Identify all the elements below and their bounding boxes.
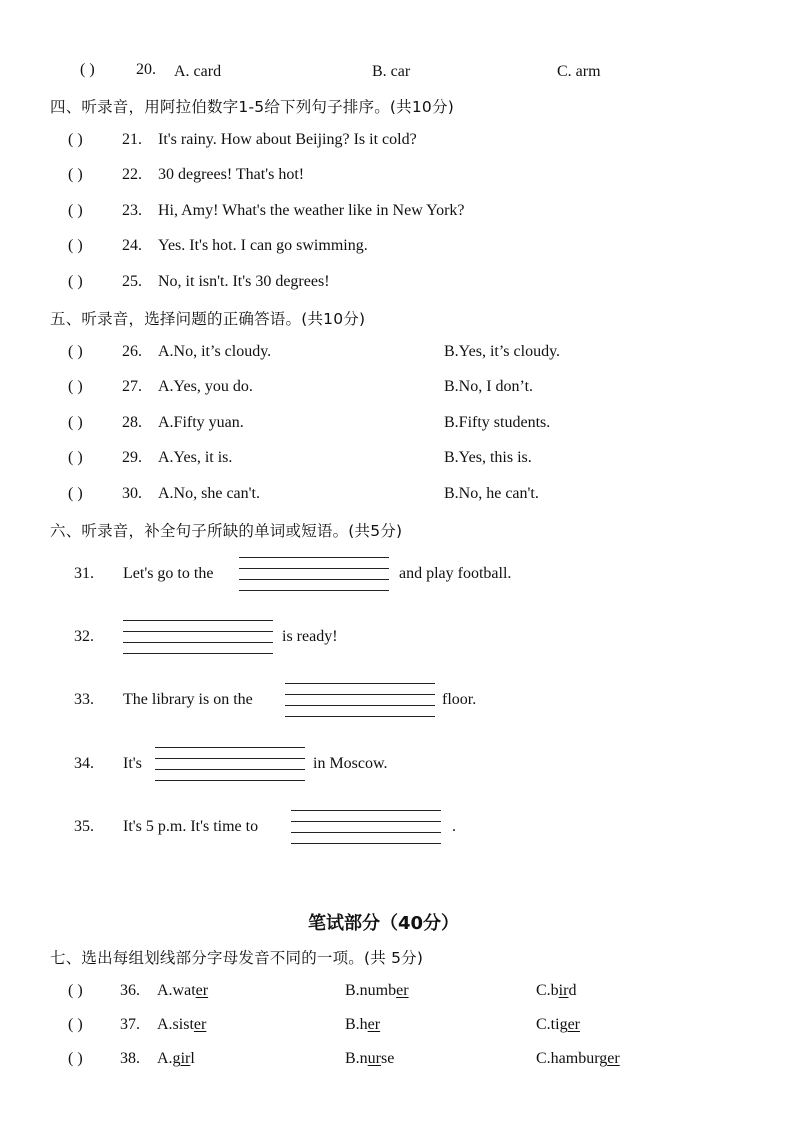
sentence-end: and play football. — [399, 565, 512, 582]
option-a — [157, 1050, 195, 1068]
option-b: B.No, I don’t. — [444, 378, 534, 395]
sentence-item — [68, 202, 465, 220]
question-number: 22. — [122, 166, 142, 183]
sentence-item — [68, 237, 368, 255]
question-20 — [80, 61, 174, 79]
answer-paren[interactable]: ( ) — [68, 166, 83, 183]
option-a: A.No, she can't. — [158, 485, 260, 502]
question-number: 25. — [122, 273, 142, 290]
question-number: 27. — [122, 378, 142, 395]
question-number: 34. — [74, 755, 94, 772]
underlined-letters: ur — [367, 1050, 381, 1067]
answer-paren[interactable]: ( ) — [80, 61, 95, 78]
answer-blank-lines[interactable] — [285, 683, 435, 717]
word-part: A.wat — [157, 982, 196, 999]
answer-paren[interactable]: ( ) — [68, 378, 83, 395]
sentence-text: Hi, Amy! What's the weather like in New York? — [158, 202, 465, 219]
underlined-letters: er — [193, 1016, 207, 1033]
word-part: se — [381, 1050, 395, 1067]
answer-paren[interactable]: ( ) — [68, 237, 83, 254]
answer-blank-lines[interactable] — [155, 747, 305, 781]
word-part: B.n — [345, 1050, 368, 1067]
question-item — [68, 982, 156, 1000]
question-number: 32. — [74, 628, 94, 645]
option-b: B. car — [372, 63, 411, 80]
option-b: B.Yes, this is. — [444, 449, 532, 466]
sentence-text: 30 degrees! That's hot! — [158, 166, 305, 183]
sentence-start: Let's go to the — [123, 565, 214, 582]
question-number: 29. — [122, 449, 142, 466]
option-b: B.Fifty students. — [444, 414, 551, 431]
question-number: 37. — [120, 1016, 140, 1033]
answer-paren[interactable]: ( ) — [68, 1050, 83, 1067]
section-7-heading: 七、选出每组划线部分字母发音不同的一项。(共 5分) — [50, 949, 424, 967]
question-item — [68, 378, 253, 396]
option-b — [345, 1016, 380, 1034]
option-a: A. card — [174, 63, 222, 80]
sentence-item — [68, 273, 330, 291]
sentence-item — [68, 131, 417, 149]
word-part: A.sist — [157, 1016, 194, 1033]
question-number: 21. — [122, 131, 142, 148]
question-item — [68, 485, 260, 503]
option-b — [345, 1050, 394, 1068]
underlined-letters: ir — [558, 982, 569, 999]
option-c — [536, 1050, 620, 1068]
word-part: B.numb — [345, 982, 397, 999]
sentence-item — [68, 166, 304, 184]
option-a — [157, 982, 208, 1000]
question-number: 36. — [120, 982, 140, 999]
question-item — [68, 1016, 156, 1034]
word-part: C.hamburg — [536, 1050, 608, 1067]
underlined-letters: er — [396, 982, 409, 999]
sentence-text: No, it isn't. It's 30 degrees! — [158, 273, 330, 290]
question-item — [68, 343, 271, 361]
option-c — [536, 1016, 580, 1034]
option-c: C. arm — [557, 63, 601, 80]
option-b: B.Yes, it’s cloudy. — [444, 343, 561, 360]
answer-paren[interactable]: ( ) — [68, 202, 83, 219]
section-6-heading: 六、听录音，补全句子所缺的单词或短语。(共5分) — [50, 522, 403, 540]
question-number: 35. — [74, 818, 94, 835]
question-number: 33. — [74, 691, 94, 708]
word-part: C.b — [536, 982, 559, 999]
sentence-text: Yes. It's hot. I can go swimming. — [158, 237, 368, 254]
underlined-letters: ir — [180, 1050, 191, 1067]
answer-paren[interactable]: ( ) — [68, 982, 83, 999]
answer-paren[interactable]: ( ) — [68, 485, 83, 502]
sentence-start: It's 5 p.m. It's time to — [123, 818, 259, 835]
question-item — [68, 449, 232, 467]
option-c — [536, 982, 576, 1000]
underlined-letters: er — [195, 982, 209, 999]
sentence-text: It's rainy. How about Beijing? Is it cold? — [158, 131, 417, 148]
sentence-end: is ready! — [282, 628, 338, 645]
word-part: C.tig — [536, 1016, 568, 1033]
word-part: d — [568, 982, 577, 999]
question-number: 28. — [122, 414, 142, 431]
question-item — [68, 414, 244, 432]
option-a: A.Yes, you do. — [158, 378, 253, 395]
answer-paren[interactable]: ( ) — [68, 343, 83, 360]
option-a: A.No, it’s cloudy. — [158, 343, 272, 360]
answer-blank-lines[interactable] — [123, 620, 273, 654]
underlined-letters: er — [367, 1016, 381, 1033]
question-number: 30. — [122, 485, 142, 502]
option-a: A.Yes, it is. — [158, 449, 233, 466]
answer-paren[interactable]: ( ) — [68, 1016, 83, 1033]
answer-blank-lines[interactable] — [291, 810, 441, 844]
sentence-end: in Moscow. — [313, 755, 388, 772]
sentence-end: floor. — [442, 691, 477, 708]
question-item — [68, 1050, 156, 1068]
question-number: 23. — [122, 202, 142, 219]
answer-paren[interactable]: ( ) — [68, 449, 83, 466]
question-number: 26. — [122, 343, 142, 360]
question-number: 20. — [136, 61, 156, 78]
option-b — [345, 982, 409, 1000]
word-part: B.h — [345, 1016, 368, 1033]
sentence-start: It's — [123, 755, 142, 772]
option-a: A.Fifty yuan. — [158, 414, 244, 431]
question-number: 38. — [120, 1050, 140, 1067]
option-b: B.No, he can't. — [444, 485, 539, 502]
answer-paren[interactable]: ( ) — [68, 131, 83, 148]
question-number: 31. — [74, 565, 94, 582]
question-number: 24. — [122, 237, 142, 254]
answer-paren[interactable]: ( ) — [68, 273, 83, 290]
word-part: l — [190, 1050, 195, 1067]
sentence-start: The library is on the — [123, 691, 253, 708]
answer-paren[interactable]: ( ) — [68, 414, 83, 431]
sentence-end: . — [452, 818, 456, 835]
written-part-title: 笔试部分（40分） — [308, 913, 460, 934]
answer-blank-lines[interactable] — [239, 557, 389, 591]
word-part: A.g — [157, 1050, 181, 1067]
section-4-heading: 四、听录音，用阿拉伯数字1-5给下列句子排序。(共10分) — [50, 98, 454, 116]
section-5-heading: 五、听录音，选择问题的正确答语。(共10分) — [50, 310, 366, 328]
underlined-letters: er — [607, 1050, 620, 1067]
option-a — [157, 1016, 206, 1034]
underlined-letters: er — [567, 1016, 580, 1033]
